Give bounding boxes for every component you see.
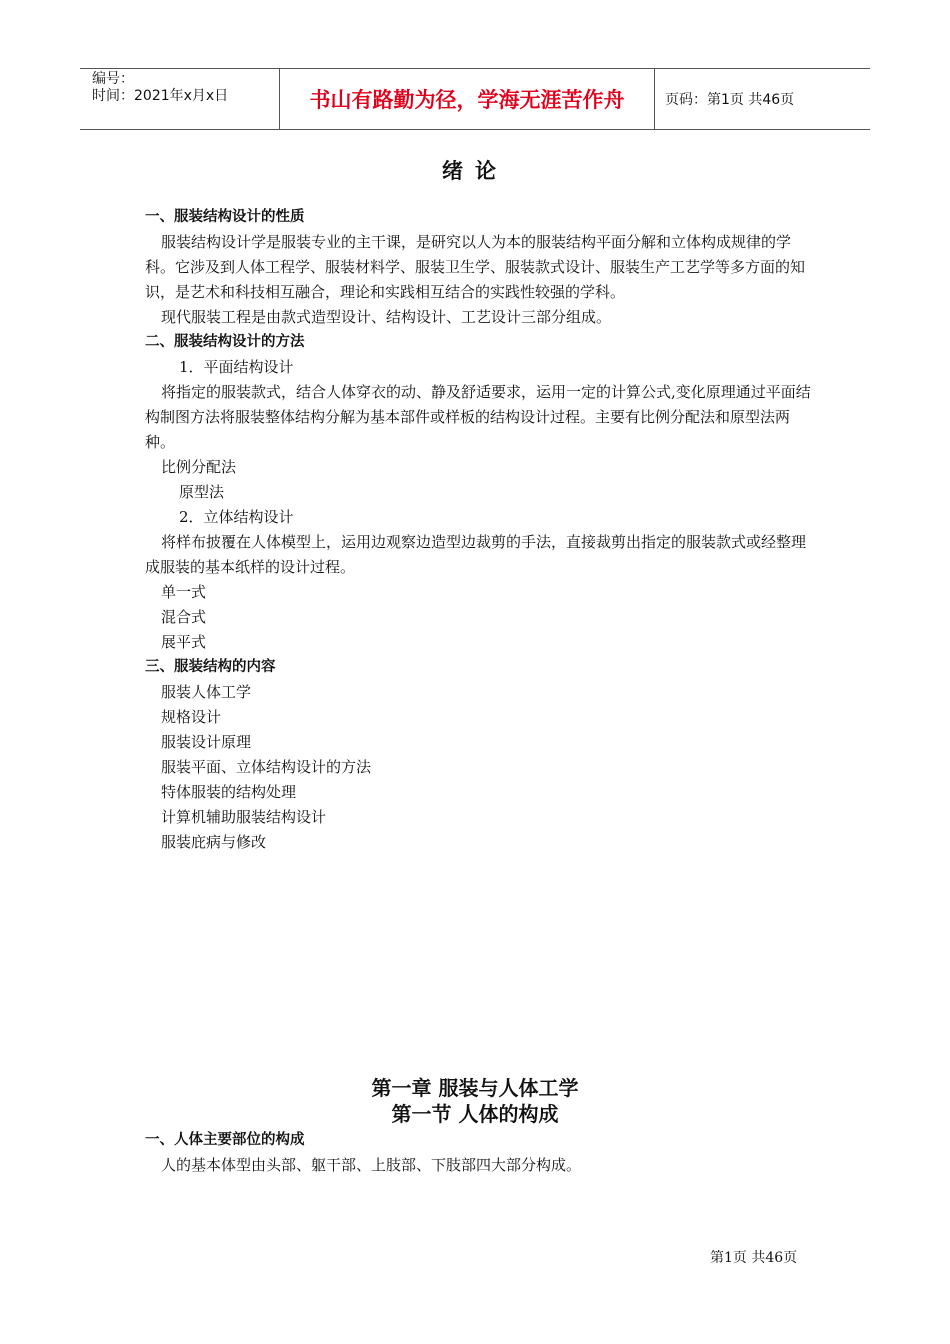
list-item: 单一式 bbox=[161, 583, 207, 601]
list-item: 服装平面、立体结构设计的方法 bbox=[161, 758, 372, 776]
list-item: 展平式 bbox=[161, 633, 207, 651]
list-item: 混合式 bbox=[161, 608, 207, 626]
section-heading-3: 三、服装结构的内容 bbox=[145, 659, 276, 675]
section-1-paragraph-2: 现代服装工程是由款式造型设计、结构设计、工艺设计三部分组成。 bbox=[161, 308, 612, 326]
header-page-info: 页码：第1页 共46页 bbox=[665, 92, 795, 108]
list-item: 比例分配法 bbox=[161, 458, 237, 476]
section-1-paragraph: 服装结构设计学是服装专业的主干课，是研究以人为本的服装结构平面分解和立体构成规律的学科。它涉及到人体工程学、服装材料学、服装卫生学、服装款式设计、服装生产工艺学等多方面的知识，是艺术和科技相互融合，理论和实践相互结合的实践性较强的学科。 bbox=[145, 233, 806, 301]
list-item: 服装设计原理 bbox=[161, 733, 252, 751]
header-meta bbox=[80, 69, 280, 129]
time-label: 时间：2021年x月x日 bbox=[92, 88, 229, 104]
chapter-heading: 一、人体主要部位的构成 bbox=[145, 1132, 305, 1148]
flat-design-paragraph: 将指定的服装款式，结合人体穿衣的动、静及舒适要求，运用一定的计算公式,变化原理通过平面结构制图方法将服装整体结构分解为基本部件或样板的结构设计过程。主要有比例分配法和原型法两种。 bbox=[145, 383, 811, 451]
section-title: 第一节 人体的构成 bbox=[391, 1102, 559, 1126]
chapter-paragraph: 人的基本体型由头部、躯干部、上肢部、下肢部四大部分构成。 bbox=[161, 1156, 582, 1174]
section-heading-1: 一、服装结构设计的性质 bbox=[145, 209, 305, 225]
main-content bbox=[145, 205, 815, 855]
list-item: 服装人体工学 bbox=[161, 683, 252, 701]
chapter-title: 第一章 服装与人体工学 bbox=[371, 1076, 579, 1100]
3d-design-paragraph: 将样布披覆在人体模型上，运用边观察边造型边裁剪的手法，直接裁剪出指定的服装款式或经整理成服装的基本纸样的设计过程。 bbox=[145, 533, 807, 576]
header-motto: 书山有路勤为径，学海无涯苦作舟 bbox=[280, 69, 655, 129]
page-footer: 第1页 共46页 bbox=[710, 1250, 798, 1266]
list-item: 服装庇病与修改 bbox=[161, 833, 267, 851]
page-title: 绪论 bbox=[442, 159, 508, 183]
chapter-content bbox=[145, 1128, 815, 1178]
page-header bbox=[80, 68, 870, 130]
list-item: 计算机辅助服装结构设计 bbox=[161, 808, 327, 826]
list-item: 规格设计 bbox=[161, 708, 222, 726]
number-label: 编号： bbox=[92, 71, 134, 87]
list-item: 特体服装的结构处理 bbox=[161, 783, 297, 801]
list-item: 原型法 bbox=[179, 483, 225, 501]
subsection-flat-design: 1．平面结构设计 bbox=[179, 358, 294, 376]
subsection-3d-design: 2．立体结构设计 bbox=[179, 508, 294, 526]
section-heading-2: 二、服装结构设计的方法 bbox=[145, 334, 305, 350]
